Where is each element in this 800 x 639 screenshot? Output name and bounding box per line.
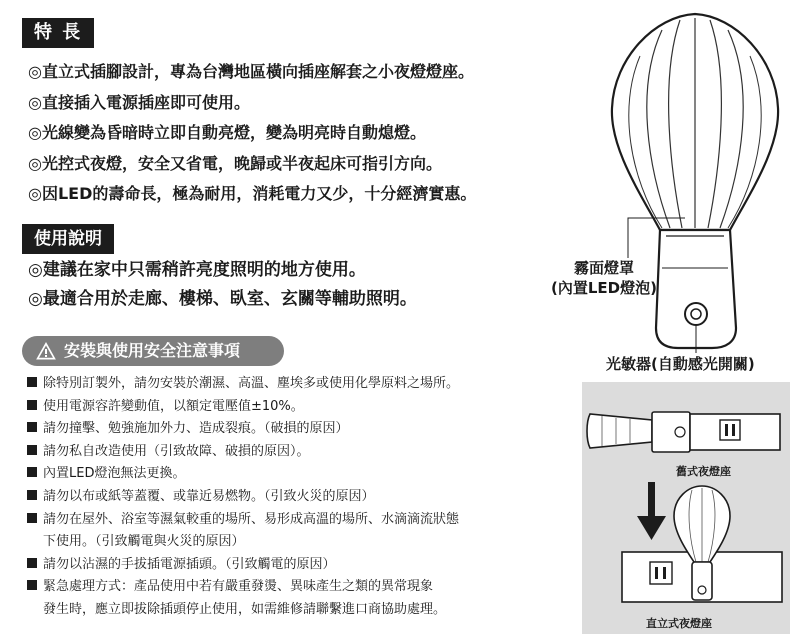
bullet-square-icon bbox=[27, 422, 37, 432]
safety-item-text: 使用電源容許變動值，以額定電壓值±10%。 bbox=[43, 398, 304, 414]
features-list bbox=[28, 57, 476, 210]
safety-item-text: 請勿以沾濕的手拔插電源插頭。（引致觸電的原因） bbox=[43, 556, 336, 572]
safety-item-text: 請勿以布或紙等蓋覆、或靠近易燃物。（引致火災的原因） bbox=[43, 488, 375, 504]
sensor-label: 光敏器(自動感光開關) bbox=[606, 355, 755, 373]
safety-item bbox=[27, 373, 547, 396]
safety-item bbox=[27, 396, 547, 419]
bullet-square-icon bbox=[27, 558, 37, 568]
safety-item bbox=[27, 554, 547, 577]
comparison-illustration bbox=[582, 382, 790, 634]
safety-item bbox=[27, 441, 547, 464]
safety-item-continued: 下使用。（引致觸電與火災的原因） bbox=[43, 534, 245, 550]
bullet-square-icon bbox=[27, 513, 37, 523]
usage-item: ◎建議在家中只需稍許亮度照明的地方使用。 bbox=[28, 260, 366, 280]
bullet-square-icon bbox=[27, 445, 37, 455]
old-base-label: 舊式夜燈座 bbox=[676, 465, 731, 478]
lamp-shade-label-line2: (內置LED燈泡) bbox=[551, 279, 657, 297]
arrow-down-icon bbox=[637, 482, 666, 540]
new-base-label: 直立式夜燈座 bbox=[646, 617, 712, 630]
night-light-illustration bbox=[600, 8, 790, 358]
safety-item-text: 請勿在屋外、浴室等濕氣較重的場所、易形成高溫的場所、水滴滴流狀態 bbox=[43, 511, 460, 527]
lamp-shade-label bbox=[548, 258, 660, 298]
safety-item-text: 緊急處理方式：產品使用中若有嚴重發燙、異味產生之類的異常現象 bbox=[43, 579, 434, 595]
safety-item-text: 除特別訂製外，請勿安裝於潮濕、高溫、塵埃多或使用化學原料之場所。 bbox=[43, 376, 460, 391]
safety-title bbox=[22, 336, 284, 366]
lamp-shade-label-line1: 霧面燈罩 bbox=[573, 259, 634, 277]
bullet-square-icon bbox=[27, 580, 37, 590]
feature-item: ◎光控式夜燈，安全又省電，晚歸或半夜起床可指引方向。 bbox=[28, 153, 442, 173]
usage-title: 使用說明 bbox=[22, 224, 114, 254]
safety-item bbox=[27, 463, 547, 486]
feature-item: ◎光線變為昏暗時立即自動亮燈，變為明亮時自動熄燈。 bbox=[28, 123, 426, 142]
feature-item: ◎直接插入電源插座即可使用。 bbox=[28, 92, 250, 112]
safety-list bbox=[27, 373, 547, 622]
usage-list bbox=[28, 256, 417, 314]
bullet-square-icon bbox=[27, 400, 37, 410]
usage-item: ◎最適合用於走廊、樓梯、臥室、玄關等輔助照明。 bbox=[28, 289, 417, 309]
bullet-square-icon bbox=[27, 467, 37, 477]
safety-item-text: 內置LED燈泡無法更換。 bbox=[43, 466, 186, 482]
feature-item: ◎因LED的壽命長，極為耐用，消耗電力又少，十分經濟實惠。 bbox=[28, 184, 477, 203]
bullet-square-icon bbox=[27, 490, 37, 500]
bullet-square-icon bbox=[27, 377, 37, 387]
safety-item-text: 請勿撞擊、勉強施加外力、造成裂痕。（破損的原因） bbox=[43, 421, 349, 437]
features-title: 特 長 bbox=[22, 18, 94, 48]
safety-item-continued: 發生時，應立即拔除插頭停止使用，如需維修請聯繫進口商協助處理。 bbox=[43, 601, 447, 617]
safety-item bbox=[27, 486, 547, 509]
safety-item bbox=[27, 418, 547, 441]
warning-icon bbox=[36, 342, 56, 360]
comparison-panel bbox=[582, 382, 790, 634]
feature-item: ◎直立式插腳設計，專為台灣地區橫向插座解套之小夜燈燈座。 bbox=[28, 62, 474, 81]
old-night-light-icon bbox=[587, 412, 690, 452]
safety-title-text: 安裝與使用安全注意事項 bbox=[64, 341, 241, 360]
safety-item bbox=[27, 576, 547, 599]
safety-item bbox=[27, 509, 547, 532]
safety-item-text: 請勿私自改造使用（引致故障、破損的原因）。 bbox=[43, 443, 310, 459]
